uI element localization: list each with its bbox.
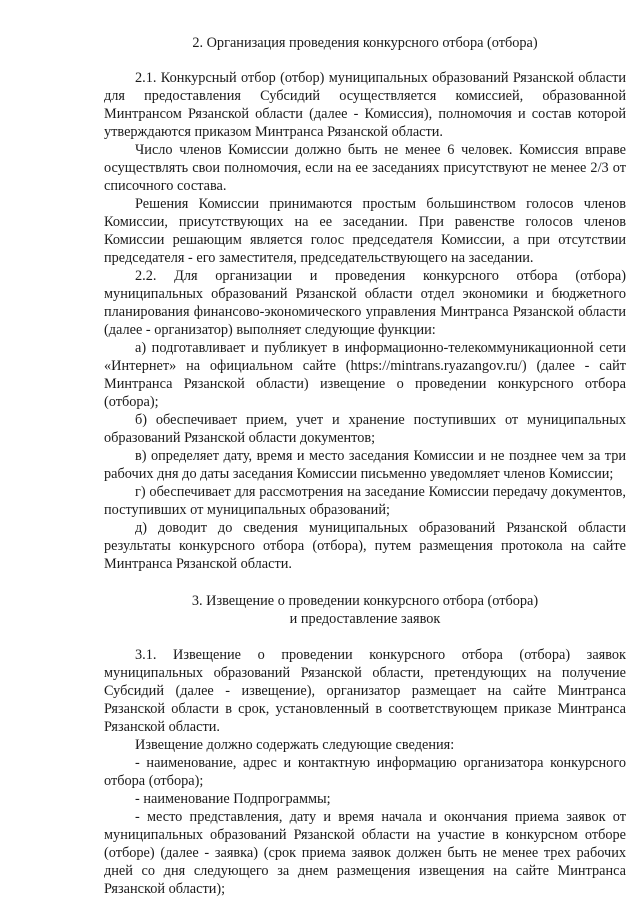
list-item-organizer-info: - наименование, адрес и контактную информацию организатора конкурсного отбора (отбора); bbox=[104, 755, 626, 789]
list-item-submission-place-dates: - место представления, дату и время начала и окончания приема заявок от муниципальных образований Рязанской области на участие в конкурсном отборе (отборе) (далее - заявка) (срок приема заявок должен быть не менее трех рабочих дней со дня следующего за днем размещения извещения на сайте Минтранса Рязанской области); bbox=[104, 809, 626, 897]
paragraph-3-1: 3.1. Извещение о проведении конкурсного отбора (отбора) заявок муниципальных образований Рязанской области, претендующих на получение Субсидий (далее - извещение), организатор размещает на сайте Минтранса Рязанской области в срок, установленный в соответствующем приказе Минтранса Рязанской области. bbox=[104, 647, 626, 735]
section-3-heading-line-1: 3. Извещение о проведении конкурсного отбора (отбора) bbox=[191, 593, 539, 609]
list-item-b: б) обеспечивает прием, учет и хранение поступивших от муниципальных образований Рязанской области документов; bbox=[104, 412, 626, 446]
list-item-g: г) обеспечивает для рассмотрения на заседание Комиссии передачу документов, поступивших от муниципальных образований; bbox=[104, 484, 626, 518]
list-item-subprogram-name: - наименование Подпрограммы; bbox=[135, 791, 331, 807]
paragraph-2-2: 2.2. Для организации и проведения конкурсного отбора (отбора) муниципальных образований Рязанской области отдел экономики и бюджетного планирования финансово-экономического управления Минтранса Рязанской области (далее - организатор) выполняет следующие функции: bbox=[104, 268, 626, 338]
paragraph-notice-contents: Извещение должно содержать следующие сведения: bbox=[135, 737, 455, 753]
document-page bbox=[104, 34, 626, 898]
list-item-v: в) определяет дату, время и место заседания Комиссии и не позднее чем за три рабочих дня до даты заседания Комиссии письменно уведомляет членов Комиссии; bbox=[104, 448, 626, 482]
section-3-heading-line-2: и предоставление заявок bbox=[289, 611, 441, 627]
list-item-a: а) подготавливает и публикует в информационно-телекоммуникационной сети «Интернет» на официальном сайте (https://mintrans.ryazangov.ru/) (далее - сайт Минтранса Рязанской области) извещение о проведении конкурсного отбора (отбора); bbox=[104, 340, 626, 410]
list-item-d: д) доводит до сведения муниципальных образований Рязанской области результаты конкурсного отбора (отбора), путем размещения протокола на сайте Минтранса Рязанской области. bbox=[104, 520, 626, 572]
section-2-heading: 2. Организация проведения конкурсного отбора (отбора) bbox=[192, 35, 538, 51]
paragraph-commission-decisions: Решения Комиссии принимаются простым большинством голосов членов Комиссии, присутствующих на ее заседании. При равенстве голосов членов Комиссии решающим является голос председателя Комиссии, а при отсутствии председателя - его заместителя, председательствующего на заседании. bbox=[104, 196, 626, 266]
paragraph-2-1: 2.1. Конкурсный отбор (отбор) муниципальных образований Рязанской области для предоставления Субсидий осуществляется комиссией, образованной Минтрансом Рязанской области (далее - Комиссия), полномочия и состав которой утверждаются приказом Минтранса Рязанской области. bbox=[104, 70, 626, 140]
paragraph-commission-size: Число членов Комиссии должно быть не менее 6 человек. Комиссия вправе осуществлять свои полномочия, если на ее заседаниях присутствуют не менее 2/3 от списочного состава. bbox=[104, 142, 626, 194]
section-3-heading bbox=[104, 592, 626, 628]
